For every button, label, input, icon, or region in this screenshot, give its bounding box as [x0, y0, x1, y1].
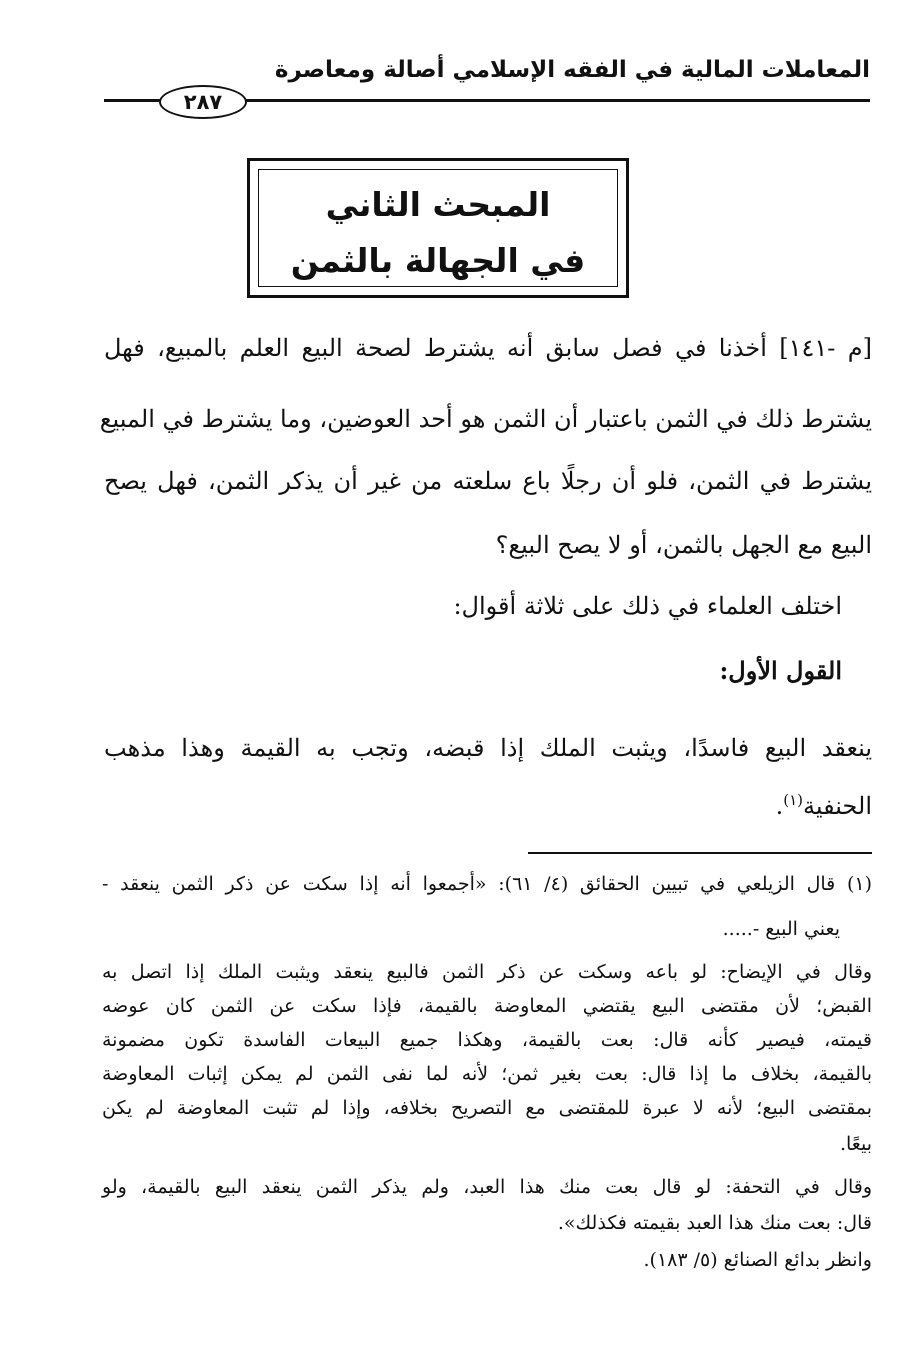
- footnote-line-7: بمقتضى البيع؛ لأنه لا عبرة للمقتضى مع التصريح بخلافه، وإذا لم تثبت المعاوضة لم يكن: [102, 1097, 872, 1119]
- footnote-line-3: وقال في الإيضاح: لو باعه وسكت عن ذكر الثمن فالبيع ينعقد ويثبت الملك إذا اتصل به: [102, 961, 872, 983]
- section-heading: القول الأول:: [719, 656, 842, 685]
- running-header-title: المعاملات المالية في الفقه الإسلامي أصالة ومعاصرة: [274, 57, 870, 83]
- page-number: ٢٨٧: [159, 85, 247, 119]
- footnote-line-8: بيعًا.: [839, 1133, 872, 1155]
- body-paragraph-3-period: .: [775, 792, 784, 820]
- chapter-title-box: [247, 158, 629, 298]
- body-paragraph-3-line-1: ينعقد البيع فاسدًا، ويثبت الملك إذا قبضه، وتجب به القيمة وهذا مذهب: [104, 734, 872, 762]
- chapter-title-line-2: في الجهالة بالثمن: [290, 241, 586, 280]
- footnote-line-1: (١) قال الزيلعي في تبيين الحقائق (٤/ ٦١): «أجمعوا أنه إذا سكت عن ذكر الثمن ينعقد -: [102, 873, 873, 895]
- footnote-line-11: وانظر بدائع الصنائع (٥/ ١٨٣).: [643, 1249, 872, 1271]
- body-paragraph-3-text: الحنفية: [803, 792, 872, 820]
- body-paragraph-2: اختلف العلماء في ذلك على ثلاثة أقوال:: [453, 592, 842, 620]
- footnote-line-5: قيمته، فيصير كأنه قال: بعت بالقيمة، وهكذا جميع البيعات الفاسدة تكون مضمونة: [102, 1029, 872, 1051]
- footnote-line-4: القبض؛ لأن مقتضى البيع يقتضي المعاوضة بالقيمة، فإذا سكت عن الثمن كان عوضه: [102, 995, 872, 1017]
- body-paragraph-1-line-2: يشترط ذلك في الثمن باعتبار أن الثمن هو أحد العوضين، وما يشترط في المبيع: [99, 405, 872, 433]
- footnote-line-6: بالقيمة، بخلاف ما إذا قال: بعت بغير ثمن؛ لأنه لما نفى الثمن لم يمكن إثبات المعاوضة: [102, 1063, 872, 1085]
- chapter-title-line-1: المبحث الثاني: [325, 185, 551, 224]
- footnote-line-2: يعني البيع -.....: [722, 918, 840, 940]
- body-paragraph-1-line-4: البيع مع الجهل بالثمن، أو لا يصح البيع؟: [495, 531, 872, 559]
- footnote-line-10: قال: بعت منك هذا العبد بقيمته فكذلك».: [557, 1212, 872, 1234]
- footnote-separator: [528, 852, 872, 854]
- body-paragraph-1-line-1: [م -١٤١] أخذنا في فصل سابق أنه يشترط لصحة البيع العلم بالمبيع، فهل: [104, 334, 872, 362]
- body-paragraph-3-line-2: [104, 788, 872, 824]
- footnote-line-9: وقال في التحفة: لو قال بعت منك هذا العبد، ولم يذكر الثمن ينعقد البيع بالقيمة، ولو: [102, 1176, 872, 1198]
- body-paragraph-1-line-3: يشترط في الثمن، فلو أن رجلًا باع سلعته من غير أن يذكر الثمن، فهل يصح: [104, 467, 872, 495]
- footnote-reference: (١): [783, 791, 804, 809]
